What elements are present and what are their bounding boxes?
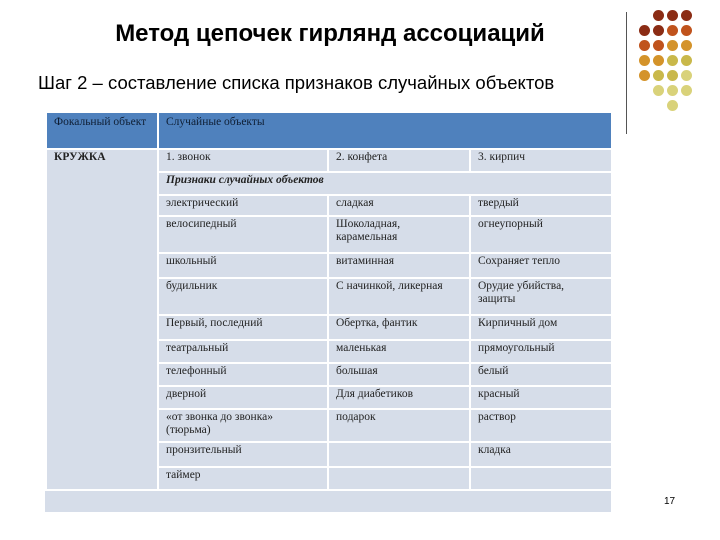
decor-dot [667, 40, 678, 51]
header-random-objects: Случайные объекты [158, 112, 612, 149]
decor-dot [681, 70, 692, 81]
focal-object-cell: КРУЖКА [46, 149, 158, 490]
attribute-cell-col1: школьный [158, 253, 328, 278]
attribute-cell-col3: раствор [470, 409, 612, 442]
decor-dot [681, 55, 692, 66]
attribute-cell-col2: Для диабетиков [328, 386, 470, 409]
decor-dot [653, 40, 664, 51]
attribute-cell-col1: будильник [158, 278, 328, 315]
attribute-cell-col1: дверной [158, 386, 328, 409]
attribute-cell-col1: электрический [158, 195, 328, 216]
attribute-cell-col3: красный [470, 386, 612, 409]
decor-dot [681, 10, 692, 21]
attribute-cell-col3: огнеупорный [470, 216, 612, 253]
attributes-table [45, 111, 613, 491]
attribute-cell-col1: велосипедный [158, 216, 328, 253]
attribute-cell-col2: подарок [328, 409, 470, 442]
random-object-2: 2. конфета [328, 149, 470, 172]
attribute-cell-col1: телефонный [158, 363, 328, 386]
attribute-cell-col3: прямоугольный [470, 340, 612, 363]
attribute-cell-col2: маленькая [328, 340, 470, 363]
attribute-cell-col3 [470, 467, 612, 490]
attribute-cell-col3: Кирпичный дом [470, 315, 612, 340]
random-object-1: 1. звонок [158, 149, 328, 172]
attribute-cell-col2 [328, 442, 470, 467]
attribute-cell-col2: витаминная [328, 253, 470, 278]
attribute-cell-col3: твердый [470, 195, 612, 216]
decor-dot [667, 25, 678, 36]
attribute-cell-col3: кладка [470, 442, 612, 467]
decor-dot [667, 70, 678, 81]
decor-dot [667, 85, 678, 96]
table-header-row [46, 112, 612, 149]
attribute-cell-col2: сладкая [328, 195, 470, 216]
decor-dot [681, 40, 692, 51]
attribute-cell-col2: Шоколадная, карамельная [328, 216, 470, 253]
attribute-cell-col2: большая [328, 363, 470, 386]
attribute-cell-col2: С начинкой, ликерная [328, 278, 470, 315]
decor-dot [653, 55, 664, 66]
decor-dot [639, 70, 650, 81]
slide-title: Метод цепочек гирлянд ассоциаций [115, 20, 545, 47]
decor-dot [667, 10, 678, 21]
decor-dot [653, 10, 664, 21]
attribute-cell-col1: таймер [158, 467, 328, 490]
decor-dot [653, 70, 664, 81]
header-focal-object: Фокальный объект [46, 112, 158, 149]
attribute-cell-col1: пронзительный [158, 442, 328, 467]
attribute-cell-col3: Сохраняет тепло [470, 253, 612, 278]
attributes-table-container [45, 111, 611, 512]
decor-dot [681, 25, 692, 36]
decor-dot [653, 25, 664, 36]
attribute-cell-col2 [328, 467, 470, 490]
decor-dot [639, 55, 650, 66]
dot-grid-decoration [639, 10, 719, 114]
decor-dot [667, 55, 678, 66]
attribute-cell-col3: белый [470, 363, 612, 386]
divider-line [626, 12, 627, 134]
decor-dot [667, 100, 678, 111]
section-label: Признаки случайных объектов [158, 172, 612, 195]
attribute-cell-col1: театральный [158, 340, 328, 363]
decor-dot [681, 85, 692, 96]
decor-dot [653, 85, 664, 96]
slide-subtitle: Шаг 2 – составление списка признаков случайных объектов [38, 72, 555, 93]
attribute-cell-col2: Обертка, фантик [328, 315, 470, 340]
attribute-cell-col3: Орудие убийства, защиты [470, 278, 612, 315]
page-number: 17 [664, 496, 676, 507]
attribute-cell-col1: Первый, последний [158, 315, 328, 340]
random-object-3: 3. кирпич [470, 149, 612, 172]
focal-row [46, 149, 612, 172]
decor-dot [639, 40, 650, 51]
decor-dot [639, 25, 650, 36]
attribute-cell-col1: «от звонка до звонка» (тюрьма) [158, 409, 328, 442]
